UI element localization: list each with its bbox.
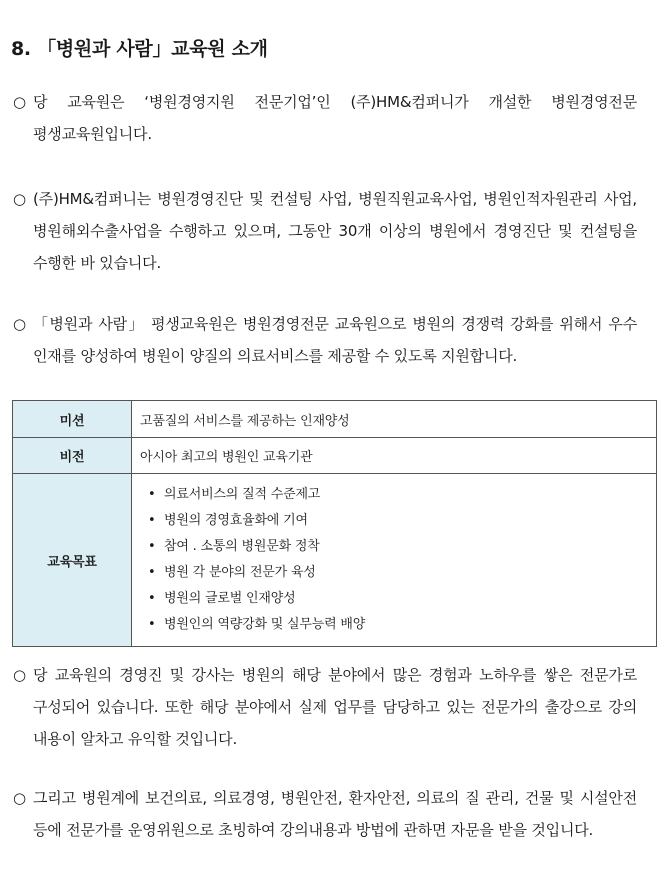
goals-cell xyxy=(132,474,657,647)
goals-list xyxy=(132,474,656,646)
bullet-dot-icon: • xyxy=(148,591,156,606)
goal-text: 병원의 글로벌 인재양성 xyxy=(164,591,296,606)
vision-value: 아시아 최고의 병원인 교육기관 xyxy=(132,438,657,474)
bullet-dot-icon: • xyxy=(148,487,156,502)
goal-text: 병원의 경영효율화에 기여 xyxy=(164,513,308,528)
table-row-goals xyxy=(13,474,657,647)
bullet-dot-icon: • xyxy=(148,539,156,554)
list-item xyxy=(148,586,656,612)
list-item xyxy=(148,560,656,586)
circle-bullet-icon: ○ xyxy=(13,315,26,333)
mission-vision-table xyxy=(12,400,657,647)
list-item xyxy=(148,508,656,534)
mission-label: 미션 xyxy=(13,401,132,438)
paragraph-company xyxy=(13,183,637,279)
goal-text: 병원 각 분야의 전문가 육성 xyxy=(164,565,316,580)
list-item xyxy=(148,534,656,560)
paragraph-mission xyxy=(13,308,637,372)
paragraph-text: (주)HM&컴퍼니는 병원경영진단 및 컨설팅 사업, 병원직원교육사업, 병원인적자원관리 사업, 병원해외수출사업을 수행하고 있으며, 그동안 30개 이상의 병원에서 경영진단 및 컨설팅을 수행한 바 있습니다. xyxy=(33,190,637,272)
goals-label: 교육목표 xyxy=(13,474,132,647)
bullet-dot-icon: • xyxy=(148,617,156,632)
table-row-mission xyxy=(13,401,657,438)
list-item xyxy=(148,612,656,638)
goal-text: 병원인의 역량강화 및 실무능력 배양 xyxy=(164,617,366,632)
bullet-dot-icon: • xyxy=(148,513,156,528)
page-title: 8. 「병원과 사람」교육원 소개 xyxy=(11,38,268,60)
paragraph-text: 당 교육원의 경영진 및 강사는 병원의 해당 분야에서 많은 경험과 노하우를 쌓은 전문가로 구성되어 있습니다. 또한 해당 분야에서 실제 업무를 담당하고 있는 전문가의 출강으로 강의 내용이 알차고 유익할 것입니다. xyxy=(33,666,637,748)
paragraph-advisors xyxy=(13,782,637,846)
circle-bullet-icon: ○ xyxy=(13,190,26,208)
paragraph-text: 「병원과 사람」 평생교육원은 병원경영전문 교육원으로 병원의 경쟁력 강화를 위해서 우수 인재를 양성하여 병원이 양질의 의료서비스를 제공할 수 있도록 지원합니다. xyxy=(33,315,637,365)
circle-bullet-icon: ○ xyxy=(13,666,26,684)
goal-text: 의료서비스의 질적 수준제고 xyxy=(164,487,321,502)
paragraph-staff xyxy=(13,659,637,755)
paragraph-text: 그리고 병원계에 보건의료, 의료경영, 병원안전, 환자안전, 의료의 질 관리, 건물 및 시설안전 등에 전문가를 운영위원으로 초빙하여 강의내용과 방법에 관하면 자문을 받을 것입니다. xyxy=(33,789,637,839)
paragraph-intro xyxy=(13,86,637,150)
circle-bullet-icon: ○ xyxy=(13,93,26,111)
paragraph-text: 당 교육원은 ‘병원경영지원 전문기업’인 (주)HM&컴퍼니가 개설한 병원경영전문 평생교육원입니다. xyxy=(33,93,637,143)
bullet-dot-icon: • xyxy=(148,565,156,580)
circle-bullet-icon: ○ xyxy=(13,789,26,807)
vision-label: 비전 xyxy=(13,438,132,474)
mission-value: 고품질의 서비스를 제공하는 인재양성 xyxy=(132,401,657,438)
list-item xyxy=(148,482,656,508)
goal-text: 참여 . 소통의 병원문화 정착 xyxy=(164,539,320,554)
table-row-vision xyxy=(13,438,657,474)
